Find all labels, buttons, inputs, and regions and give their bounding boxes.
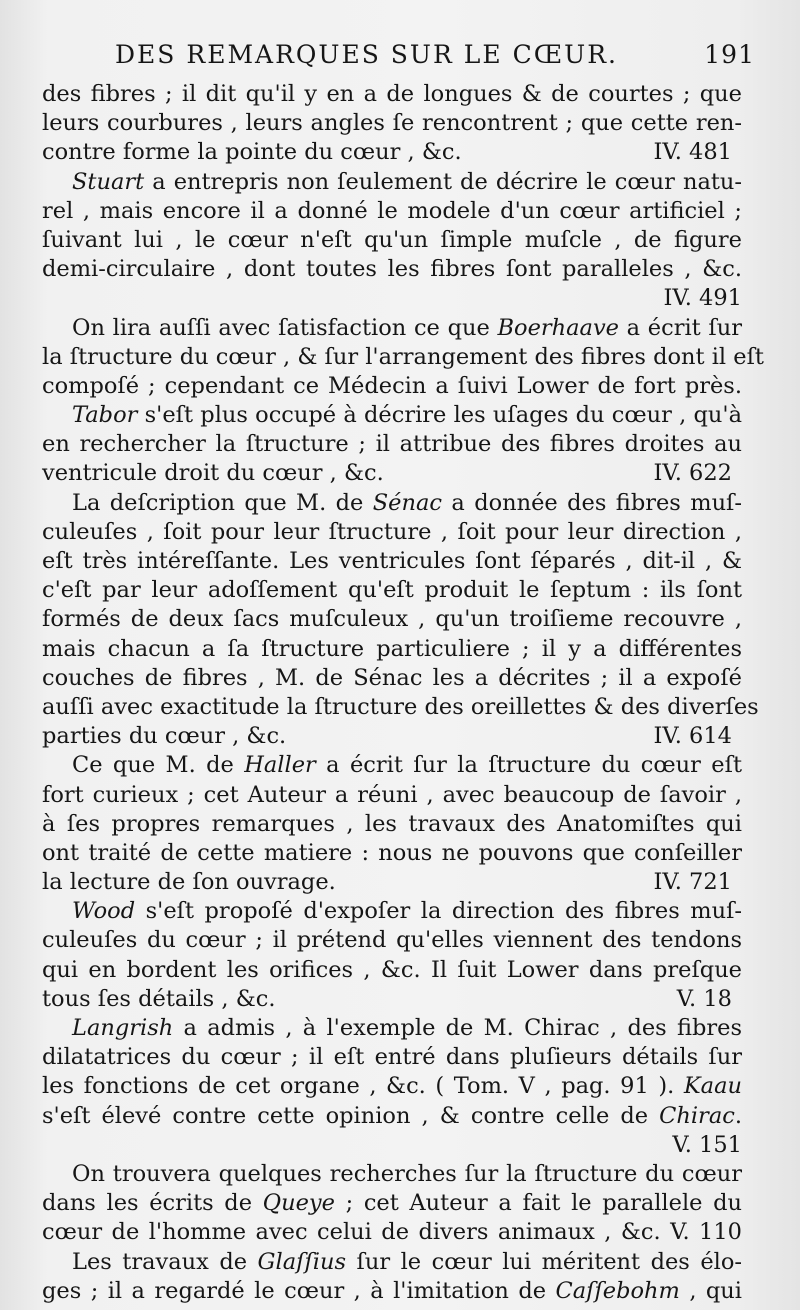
text-line: demi-circulaire , dont toutes les fibres ſont paralleles , &c. [42,256,742,283]
volume-reference: IV. 614 [653,723,732,750]
text-line: cœur de l'homme avec celui de divers animaux , &c. V. 110 [42,1219,742,1246]
text-line: On lira auſſi avec ſatisfaction ce que Boerhaave a écrit ſur [72,314,742,341]
text-line: compoſé ; cependant ce Médecin a ſuivi Lower de fort près. [42,372,742,399]
text-line: dans les écrits de Queye ; cet Auteur a fait le parallele du [42,1190,742,1217]
text-line: ont traité de cette matiere : nous ne pouvons que conſeiller [42,839,742,866]
text-line [42,722,742,751]
volume-reference: IV. 622 [653,460,732,487]
text-line: en rechercher la ſtructure ; il attribue des fibres droites au [42,431,742,458]
text-line [42,985,742,1014]
body-text [42,80,764,1306]
text-line: Les travaux de Glaſſius ſur le cœur lui méritent des élo- [72,1248,743,1275]
text-line: culeuſes , ſoit pour leur ſtructure , ſoit pour leur direction , [42,518,742,545]
line-text: ventricule droit du cœur , &c. [42,460,384,487]
text-line: formés de deux ſacs muſculeux , qu'un troiſieme recouvre , [42,606,742,633]
text-line: qui en bordent les orifices , &c. Il ſuit Lower dans preſque [42,956,742,983]
text-line: ſuivant lui , le cœur n'eſt qu'un ſimple muſcle , de figure [42,226,742,253]
text-line: culeuſes du cœur ; il prétend qu'elles viennent des tendons [42,927,742,954]
text-line: mais chacun a ſa ſtructure particuliere ; il y a différentes [42,635,742,662]
text-line: leurs courbures , leurs angles ſe rencontrent ; que cette ren- [42,110,742,137]
text-line: La deſcription que M. de Sénac a donnée des fibres muſ- [72,489,742,516]
text-line: auſſi avec exactitude la ſtructure des oreillettes & des diverſes [42,693,759,720]
text-line: rel , mais encore il a donné le modele d'un cœur artificiel ; [42,197,742,224]
running-header [115,40,755,80]
text-line: Tabor s'eſt plus occupé à décrire les uſages du cœur , qu'à [72,402,742,429]
text-line [42,868,742,897]
text-line: les fonctions de cet organe , &c. ( Tom. V , pag. 91 ). Kaau [42,1073,742,1100]
line-text: parties du cœur , &c. [42,723,287,750]
text-line: Stuart a entrepris non ſeulement de décrire le cœur natu- [72,168,742,195]
running-title: DES REMARQUES SUR LE CŒUR. [115,40,618,69]
text-line: c'eſt par leur adoſſement qu'eſt produit le ſeptum : ils ſont [42,577,742,604]
text-line: On trouvera quelques recherches ſur la ſtructure du cœur [72,1160,742,1187]
text-line: eſt très intéreſſante. Les ventricules ſont ſéparés , dit-il , & [42,548,742,574]
reference-line: V. 151 [672,1131,742,1158]
text-line: à ſes propres remarques , les travaux des Anatomiſtes qui [42,810,742,837]
text-line: s'eſt élevé contre cette opinion , & contre celle de Chirac. [42,1102,742,1129]
text-line: des fibres ; il dit qu'il y en a de longues & de courtes ; que [42,81,742,107]
text-line: Langrish a admis , à l'exemple de M. Chirac , des fibres [72,1015,742,1041]
text-line [42,138,742,167]
volume-reference: V. 18 [676,985,732,1012]
line-text: tous ſes détails , &c. [42,985,276,1012]
line-text: contre forme la pointe du cœur , &c. [42,139,462,166]
text-line: ges ; il a regardé le cœur , à l'imitation de Caſſebohm , qui [42,1277,742,1304]
volume-reference: IV. 481 [653,139,732,166]
text-line: Ce que M. de Haller a écrit ſur la ſtructure du cœur eſt [72,752,742,779]
text-line: dilatatrices du cœur ; il eſt entré dans pluſieurs détails ſur [42,1044,742,1071]
volume-reference: IV. 721 [653,869,732,896]
page-number: 191 [704,40,755,69]
text-line [42,459,742,488]
text-line: fort curieux ; cet Auteur a réuni , avec beaucoup de ſavoir , [42,781,742,808]
text-line: couches de fibres , M. de Sénac les a décrites ; il a expoſé [42,664,742,691]
line-text: la lecture de ſon ouvrage. [42,869,336,896]
reference-line: IV. 491 [663,285,742,312]
text-line: Wood s'eſt propoſé d'expoſer la direction des fibres muſ- [72,898,742,925]
text-line: la ſtructure du cœur , & ſur l'arrangement des fibres dont il eſt [42,343,764,370]
